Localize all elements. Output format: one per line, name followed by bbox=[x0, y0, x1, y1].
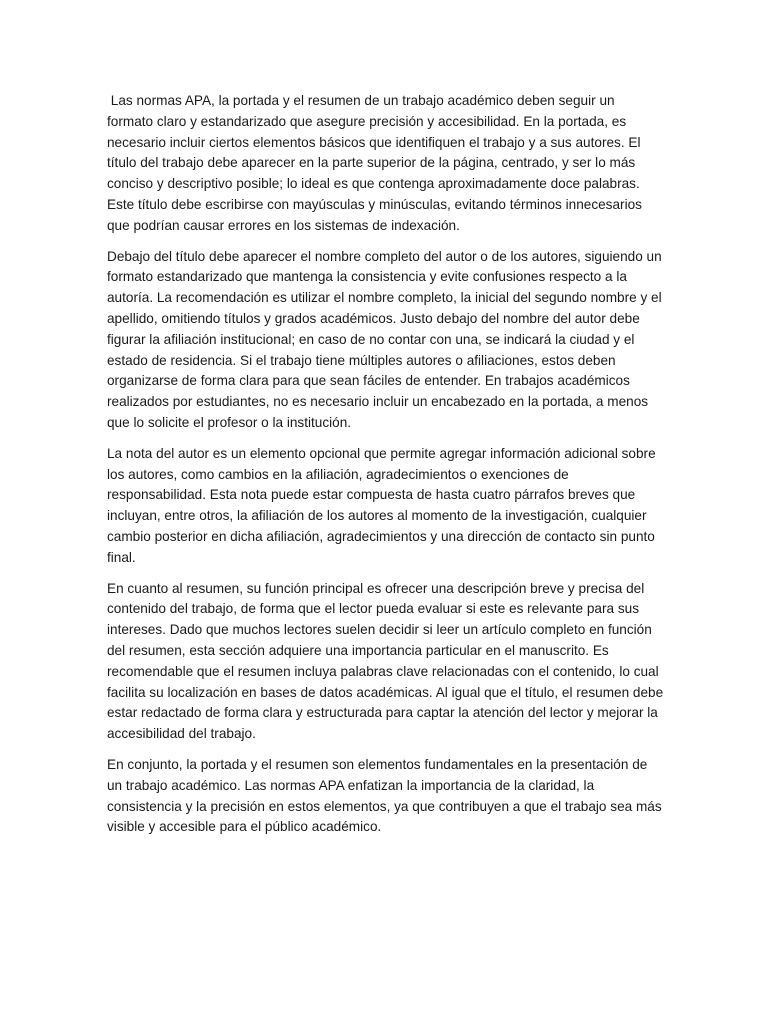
paragraph-abstract: En cuanto al resumen, su función principal es ofrecer una descripción breve y precisa del contenido del trabajo, de forma que el lector pueda evaluar si este es relevante para sus intereses. Dado que muchos lectores suelen decidir si leer un artículo completo en función del resumen, esta sección adquiere una importancia particular en el manuscrito. Es recomendable que el resumen incluya palabras clave relacionadas con el contenido, lo cual facilita su localización en bases de datos académicas. Al igual que el título, el resumen debe estar redactado de forma clara y estructurada para captar la atención del lector y mejorar la accesibilidad del trabajo. bbox=[107, 580, 667, 742]
paragraph-author-name: Debajo del título debe aparecer el nombre completo del autor o de los autores, siguiendo un formato estandarizado que mantenga la consistencia y evite confusiones respecto a la autoría. La recomendación es utilizar el nombre completo, la inicial del segundo nombre y el apellido, omitiendo títulos y grados académicos. Justo debajo del nombre del autor debe figurar la afiliación institucional; en caso de no contar con una, se indicará la ciudad y el estado de residencia. Si el trabajo tiene múltiples autores o afiliaciones, estos deben organizarse de forma clara para que sean fáciles de entender. En trabajos académicos realizados por estudiantes, no es necesario incluir un encabezado en la portada, a menos que lo solicite el profesor o la institución. bbox=[107, 248, 666, 430]
paragraph-author-note: La nota del autor es un elemento opcional que permite agregar información adicional sobre los autores, como cambios en la afiliación, agradecimientos o exenciones de responsabilidad. Esta nota puede estar compuesta de hasta cuatro párrafos breves que incluyan, entre otros, la afiliación de los autores al momento de la investigación, cualquier cambio posterior en dicha afiliación, agradecimientos y una dirección de contacto sin punto final. bbox=[107, 445, 660, 565]
paragraph-conclusion: En conjunto, la portada y el resumen son elementos fundamentales en la presentación de un trabajo académico. Las normas APA enfatizan la importancia de la claridad, la consistencia y la precisión en estos elementos, ya que contribuyen a que el trabajo sea más visible y accesible para el público académico. bbox=[107, 756, 666, 835]
paragraph-apa-intro: Las normas APA, la portada y el resumen de un trabajo académico deben seguir un formato claro y estandarizado que asegure precisión y accesibilidad. En la portada, es necesario incluir ciertos elementos básicos que identifiquen el trabajo y a sus autores. El título del trabajo debe aparecer en la parte superior de la página, centrado, y ser lo más conciso y descriptivo posible; lo ideal es que contenga aproximadamente doce palabras. Este título debe escribirse con mayúsculas y minúsculas, evitando términos innecesarios que podrían causar errores en los sistemas de indexación. bbox=[107, 93, 646, 233]
document-body bbox=[107, 91, 667, 848]
